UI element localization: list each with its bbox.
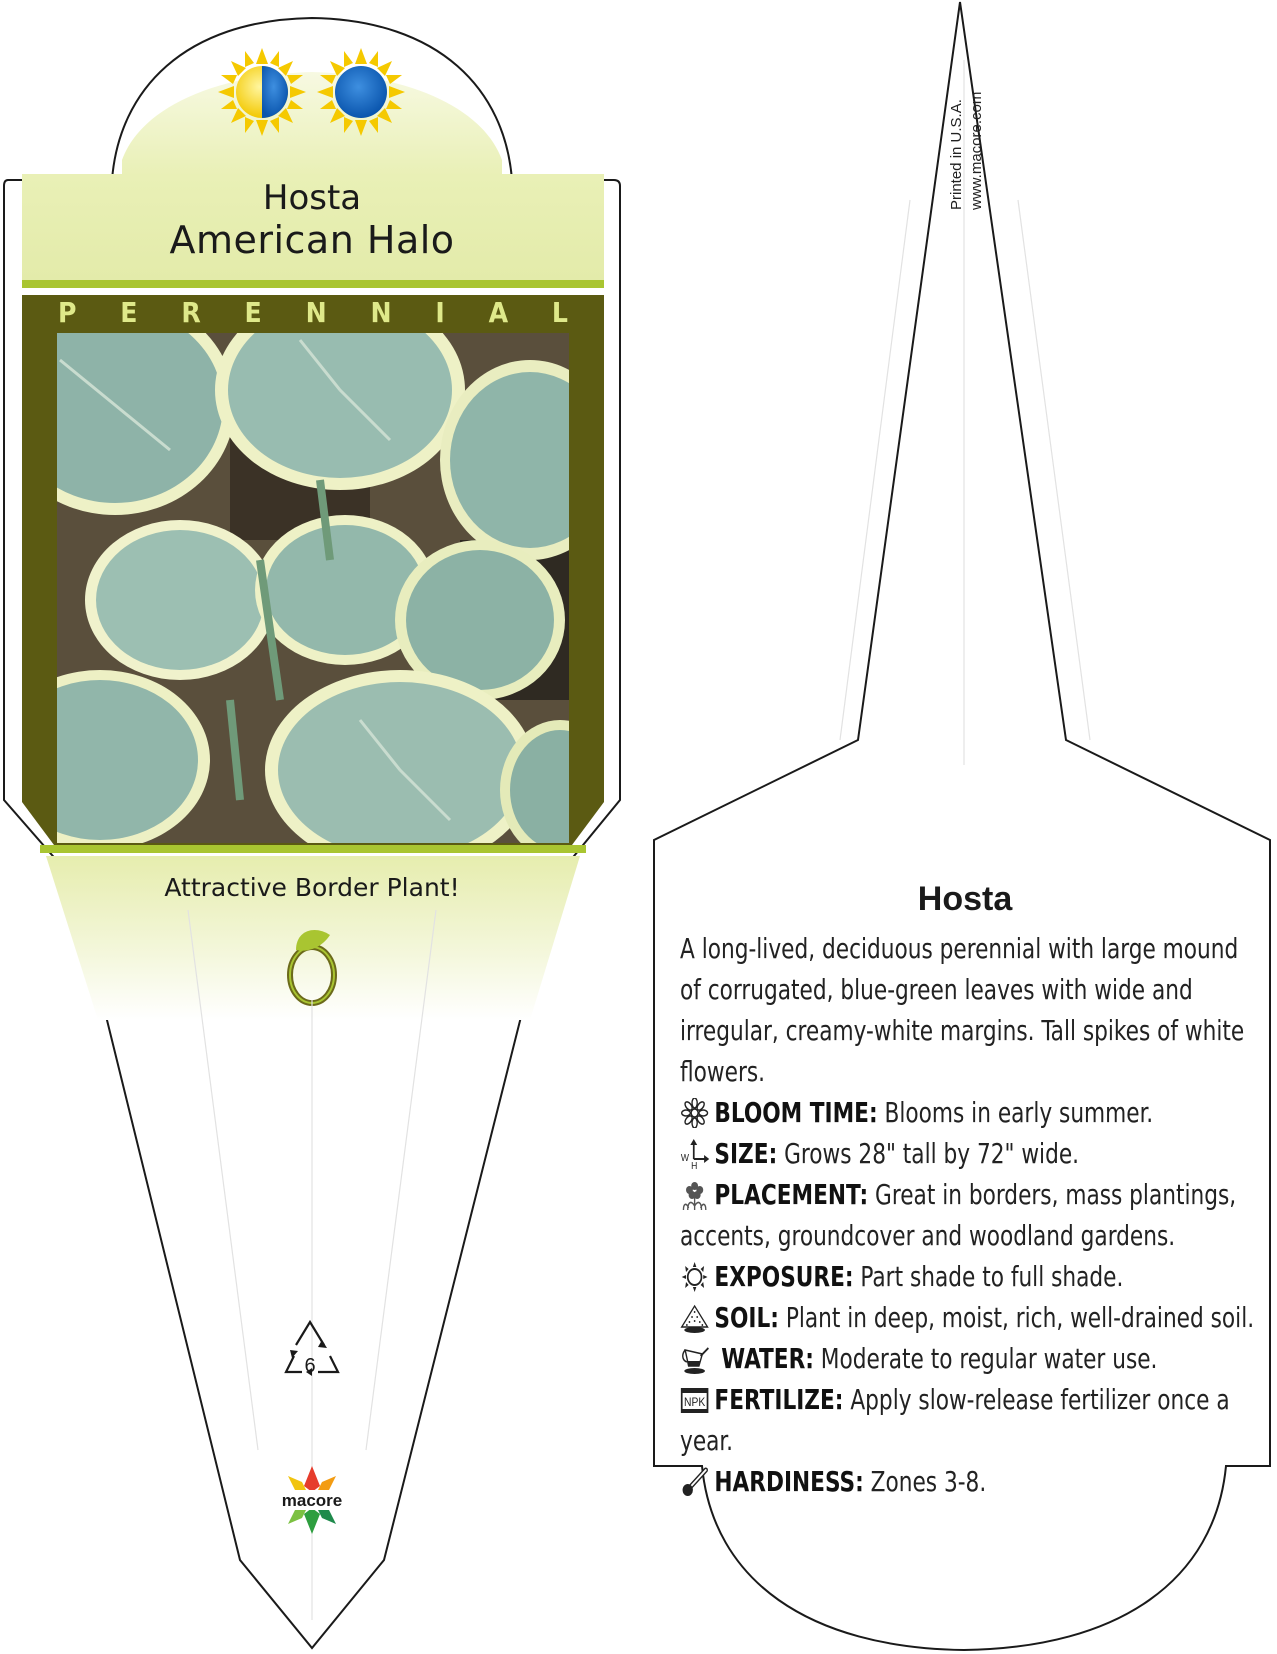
placement-icon [680, 1180, 709, 1210]
fact-size [680, 1133, 1260, 1174]
back-title: Hosta [917, 880, 1013, 918]
fact-text: Zones 3-8. [870, 1465, 987, 1498]
fact-label: SIZE: [714, 1137, 778, 1170]
sun-icon [680, 1262, 709, 1292]
flower-icon [680, 1098, 709, 1128]
fact-text: Great in borders, mass plantings, accents, groundcover and woodland gardens. [680, 1178, 1237, 1252]
fact-water [680, 1338, 1260, 1379]
category-banner [58, 296, 568, 329]
printed-in-text: Printed in U.S.A. [948, 99, 965, 210]
fact-soil [680, 1297, 1260, 1338]
npk-icon-text: NPK [684, 1396, 706, 1410]
accent-line-top [22, 280, 604, 288]
soil-icon [680, 1303, 709, 1333]
category-letter: L [551, 296, 568, 329]
thermometer-icon [680, 1467, 709, 1497]
fact-hardiness [680, 1461, 1260, 1502]
plant-photo [0, 290, 620, 870]
category-letter: E [120, 296, 138, 329]
category-letter: I [435, 296, 445, 329]
fact-text: Part shade to full shade. [860, 1260, 1124, 1293]
fact-text: Moderate to regular water use. [820, 1342, 1158, 1375]
category-letter: P [58, 296, 77, 329]
fact-label: WATER: [721, 1342, 814, 1375]
fact-placement [680, 1174, 1260, 1256]
category-letter: E [244, 296, 262, 329]
fact-label: HARDINESS: [714, 1465, 864, 1498]
size-icon-w: W [680, 1152, 689, 1164]
size-icon [680, 1139, 709, 1169]
fact-text: Plant in deep, moist, rich, well-drained soil. [785, 1301, 1255, 1334]
category-letter: N [370, 296, 392, 329]
front-variety-title: American Halo [169, 218, 455, 262]
npk-icon [680, 1385, 709, 1415]
fact-label: PLACEMENT: [714, 1178, 869, 1211]
fact-exposure [680, 1256, 1260, 1297]
brand-name: macore [281, 1491, 343, 1510]
back-description-block [680, 928, 1260, 1502]
fact-label: BLOOM TIME: [714, 1096, 878, 1129]
accent-line-bottom [40, 845, 586, 853]
fact-label: EXPOSURE: [714, 1260, 854, 1293]
watering-can-icon [680, 1344, 709, 1374]
category-letter: R [181, 296, 201, 329]
fact-label: SOIL: [714, 1301, 779, 1334]
plant-description: A long-lived, deciduous perennial with large mound of corrugated, blue-green leaves with wide and irregular, creamy-white margins. Tall spikes of white flowers. [680, 932, 1245, 1088]
category-letter: N [305, 296, 327, 329]
fact-bloom-time [680, 1092, 1260, 1133]
fact-text: Grows 28" tall by 72" wide. [784, 1137, 1080, 1170]
front-genus-title: Hosta [262, 178, 362, 218]
size-icon-h: H [691, 1160, 698, 1169]
fact-fertilize [680, 1379, 1260, 1461]
category-letter: A [488, 296, 509, 329]
recycle-code: 6 [304, 1355, 316, 1377]
part-shade-sun-icon [218, 48, 306, 136]
front-tagline: Attractive Border Plant! [164, 873, 460, 902]
full-shade-sun-icon [317, 48, 405, 136]
website-text: www.macore.com [968, 91, 985, 210]
fact-label: FERTILIZE: [714, 1383, 844, 1416]
fact-text: Apply slow-release fertilizer once a year. [680, 1383, 1230, 1457]
print-info [948, 60, 985, 230]
fact-text: Blooms in early summer. [884, 1096, 1154, 1129]
